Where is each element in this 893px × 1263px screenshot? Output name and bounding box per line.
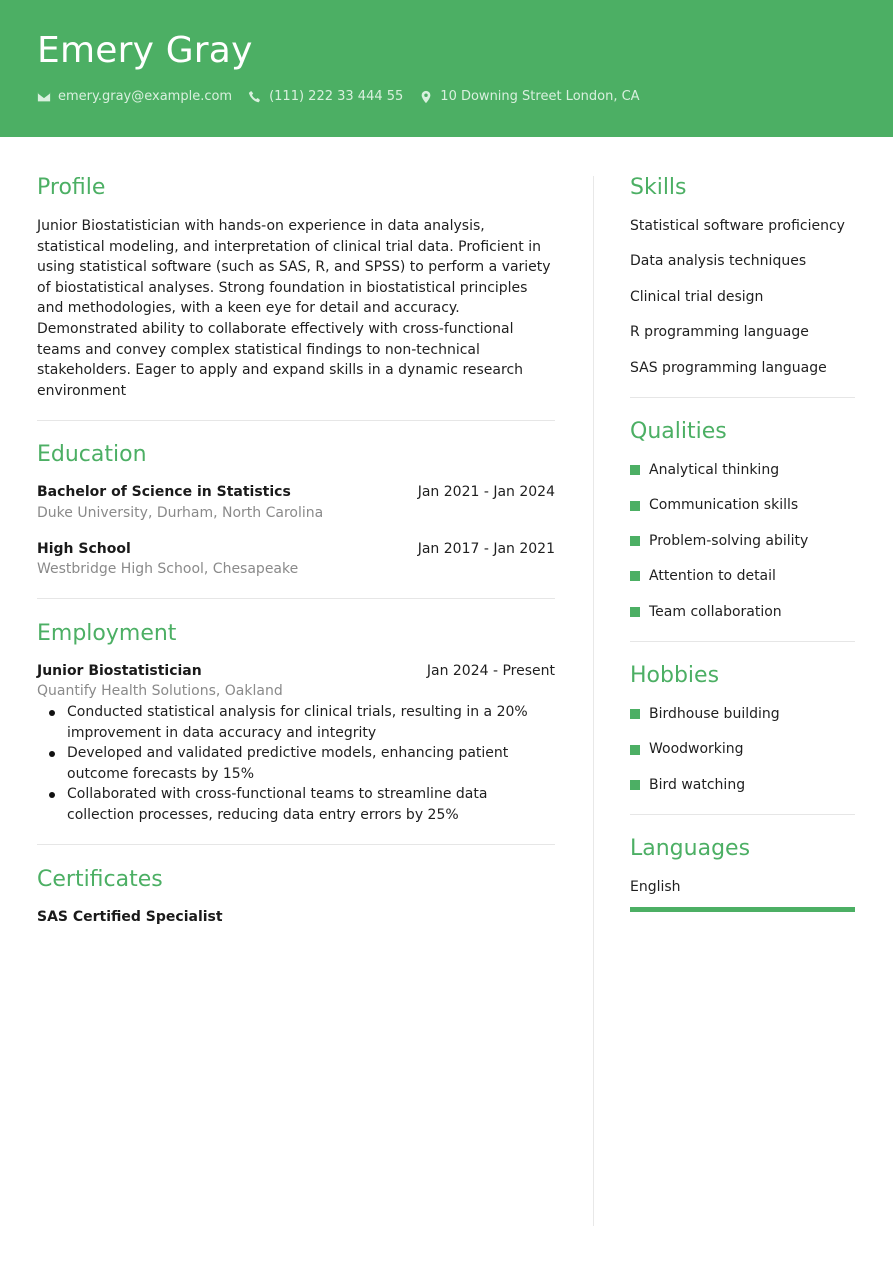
certificates-section bbox=[37, 866, 555, 928]
section-divider bbox=[37, 844, 555, 845]
contact-phone bbox=[248, 89, 403, 104]
skill-item: R programming language bbox=[630, 324, 809, 341]
main-column bbox=[37, 174, 555, 928]
education-entry bbox=[37, 539, 555, 580]
language-level-bar bbox=[630, 907, 855, 912]
school-name: Westbridge High School, Chesapeake bbox=[37, 561, 299, 578]
email-text[interactable]: emery.gray@example.com bbox=[58, 89, 233, 104]
profile-text: Junior Biostatistician with hands-on experience in data analysis, statistical modeling, and interpretation of clinical trial data. Proficient in using statistical software (such as SAS, R, and SPSS) to perform a variety of biostatistical analyses. Strong foundation in biostatistical principles and methodologies, with a keen eye for detail and accuracy. Demonstrated ability to collaborate effectively with cross-functional teams and convey complex statistical findings to non-technical stakeholders. Eager to apply and expand skills in a dynamic research environment bbox=[37, 218, 551, 399]
contact-info bbox=[37, 89, 656, 104]
contact-email bbox=[37, 89, 232, 104]
job-title: Junior Biostatistician bbox=[37, 662, 202, 679]
employment-dates: Jan 2024 - Present bbox=[426, 662, 555, 679]
skill-item: SAS programming language bbox=[630, 359, 827, 376]
hobby-item bbox=[630, 704, 855, 724]
education-dates: Jan 2021 - Jan 2024 bbox=[417, 484, 555, 501]
address-text: 10 Downing Street London, CA bbox=[440, 89, 640, 104]
map-pin-icon bbox=[419, 90, 433, 104]
quality-label: Team collaboration bbox=[649, 603, 782, 620]
hobbies-title: Hobbies bbox=[630, 663, 720, 689]
envelope-icon bbox=[37, 90, 51, 104]
bullet-square-icon bbox=[630, 709, 640, 719]
bullet-square-icon bbox=[630, 536, 640, 546]
bullet-square-icon bbox=[630, 501, 640, 511]
sidebar-column bbox=[630, 174, 855, 912]
skill-item: Statistical software proficiency bbox=[630, 218, 845, 234]
hobby-label: Birdhouse building bbox=[649, 706, 780, 723]
bullet-square-icon bbox=[630, 780, 640, 790]
section-divider bbox=[630, 397, 855, 398]
list-item: Collaborated with cross-functional teams to streamline data collection processes, reducing data entry errors by 25% bbox=[37, 784, 555, 825]
hobby-label: Woodworking bbox=[649, 741, 744, 758]
skill-item: Data analysis techniques bbox=[630, 253, 807, 270]
section-divider bbox=[630, 814, 855, 815]
quality-item bbox=[630, 495, 855, 515]
section-divider bbox=[37, 420, 555, 421]
bullet-square-icon bbox=[630, 571, 640, 581]
languages-section bbox=[630, 835, 855, 911]
education-title: Education bbox=[37, 442, 147, 468]
quality-item bbox=[630, 531, 855, 551]
achievements-list bbox=[37, 702, 555, 826]
school-name: Duke University, Durham, North Carolina bbox=[37, 504, 324, 521]
candidate-name: Emery Gray bbox=[37, 30, 253, 71]
language-name: English bbox=[630, 879, 681, 896]
column-divider bbox=[593, 176, 594, 1226]
profile-title: Profile bbox=[37, 175, 106, 200]
certificates-title: Certificates bbox=[37, 867, 163, 893]
quality-label: Problem-solving ability bbox=[649, 532, 809, 549]
company-name: Quantify Health Solutions, Oakland bbox=[37, 683, 283, 700]
quality-label: Analytical thinking bbox=[649, 462, 780, 479]
employment-entry bbox=[37, 661, 555, 826]
contact-address bbox=[419, 89, 639, 104]
degree-title: Bachelor of Science in Statistics bbox=[37, 484, 291, 501]
phone-text[interactable]: (111) 222 33 444 55 bbox=[269, 89, 404, 104]
quality-label: Communication skills bbox=[649, 497, 799, 514]
education-section bbox=[37, 441, 555, 579]
section-divider bbox=[37, 598, 555, 599]
certificate-name: SAS Certified Specialist bbox=[37, 909, 223, 926]
quality-item bbox=[630, 460, 855, 480]
degree-title: High School bbox=[37, 540, 131, 557]
quality-item bbox=[630, 566, 855, 586]
section-divider bbox=[630, 641, 855, 642]
list-item: Conducted statistical analysis for clinical trials, resulting in a 20% improvement in data accuracy and integrity bbox=[37, 702, 555, 743]
hobby-item bbox=[630, 739, 855, 759]
education-dates: Jan 2017 - Jan 2021 bbox=[417, 540, 555, 557]
education-entry bbox=[37, 482, 555, 523]
languages-title: Languages bbox=[630, 836, 751, 862]
bullet-square-icon bbox=[630, 465, 640, 475]
employment-section bbox=[37, 620, 555, 826]
skills-section bbox=[630, 174, 855, 378]
quality-label: Attention to detail bbox=[649, 568, 776, 585]
employment-title: Employment bbox=[37, 620, 177, 646]
hobbies-section bbox=[630, 662, 855, 795]
phone-icon bbox=[248, 90, 262, 104]
skill-item: Clinical trial design bbox=[630, 288, 764, 305]
quality-item bbox=[630, 602, 855, 622]
list-item: Developed and validated predictive models, enhancing patient outcome forecasts by 15% bbox=[37, 743, 555, 784]
hobby-item bbox=[630, 775, 855, 795]
profile-section bbox=[37, 174, 555, 401]
skills-title: Skills bbox=[630, 175, 687, 200]
qualities-title: Qualities bbox=[630, 419, 727, 445]
bullet-square-icon bbox=[630, 607, 640, 617]
hobby-label: Bird watching bbox=[649, 776, 746, 793]
bullet-square-icon bbox=[630, 745, 640, 755]
qualities-section bbox=[630, 418, 855, 622]
resume-header bbox=[0, 0, 893, 137]
